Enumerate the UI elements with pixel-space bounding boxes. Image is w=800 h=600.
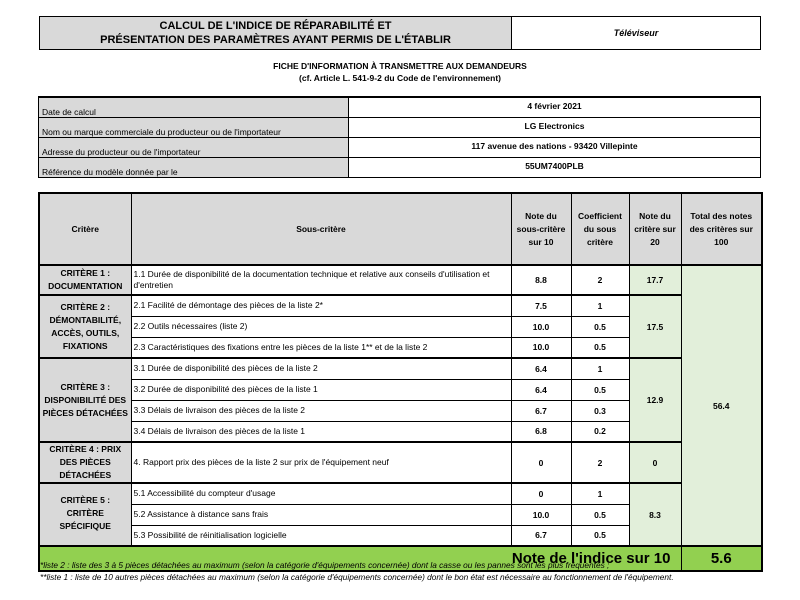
subcriterion-label: 3.4 Délais de livraison des pièces de la liste 1 [131,421,511,442]
subcriterion-coef: 0.5 [571,379,629,400]
table-row [39,358,762,379]
subcriterion-note: 7.5 [511,295,571,316]
header-note-critere: Note du critère sur 20 [629,193,681,265]
subcriterion-label: 1.1 Durée de disponibilité de la documentation technique et relative aux conseils d'utilisation et d'entretien [131,265,511,295]
info-value: 4 février 2021 [349,97,761,117]
subcriterion-note: 0 [511,483,571,504]
criterion-2-note: 17.5 [629,295,681,358]
subcriterion-note: 6.7 [511,400,571,421]
subcriterion-label: 3.3 Délais de livraison des pièces de la liste 2 [131,400,511,421]
table-row [39,483,762,504]
subcriterion-label: 5.2 Assistance à distance sans frais [131,504,511,525]
subcriterion-label: 2.2 Outils nécessaires (liste 2) [131,316,511,337]
table-row [39,265,762,295]
criterion-3-note: 12.9 [629,358,681,442]
subcriterion-coef: 0.5 [571,316,629,337]
info-row [39,117,761,137]
product-type: Téléviseur [512,16,761,50]
header-critere: Critère [39,193,131,265]
subcriterion-note: 6.4 [511,358,571,379]
table-row [39,442,762,483]
title-line-1: CALCUL DE L'INDICE DE RÉPARABILITÉ ET [159,20,392,32]
subcriterion-label: 4. Rapport prix des pièces de la liste 2 sur prix de l'équipement neuf [131,442,511,483]
header-total: Total des notes des critères sur 100 [681,193,762,265]
subcriterion-coef: 0.5 [571,337,629,358]
header-note-sous-critere: Note du sous-critère sur 10 [511,193,571,265]
subcriterion-label: 3.2 Durée de disponibilité des pièces de la liste 1 [131,379,511,400]
subcriterion-coef: 0.5 [571,504,629,525]
subcriterion-note: 10.0 [511,504,571,525]
criterion-3-name: CRITÈRE 3 : DISPONIBILITÉ DES PIÈCES DÉTACHÉES [39,358,131,442]
fiche-line-1: FICHE D'INFORMATION À TRANSMETTRE AUX DEMANDEURS [273,61,527,71]
criterion-5-note: 8.3 [629,483,681,546]
subcriterion-coef: 1 [571,483,629,504]
info-row [39,157,761,177]
header-coefficient: Coefficient du sous critère [571,193,629,265]
info-label: Nom ou marque commerciale du producteur ou de l'importateur [39,117,349,137]
subcriterion-label: 2.3 Caractéristiques des fixations entre les pièces de la liste 1** et de la liste 2 [131,337,511,358]
info-label: Date de calcul [39,97,349,117]
header-sous-critere: Sous-critère [131,193,511,265]
info-table [38,96,761,178]
document-title [39,16,512,50]
subcriterion-label: 3.1 Durée de disponibilité des pièces de la liste 2 [131,358,511,379]
table-header-row [39,193,762,265]
footnote-liste-2: *liste 2 : liste des 3 à 5 pièces détachées au maximum (selon la catégorie d'équipements concernée) dont la casse ou les pannes sont les plus fréquentes ; [40,560,610,570]
subcriterion-note: 10.0 [511,337,571,358]
scoring-table [38,192,763,572]
subcriterion-coef: 0.3 [571,400,629,421]
subcriterion-coef: 0.2 [571,421,629,442]
subcriterion-label: 5.1 Accessibilité du compteur d'usage [131,483,511,504]
subcriterion-coef: 0.5 [571,525,629,546]
info-row [39,137,761,157]
subcriterion-note: 6.4 [511,379,571,400]
subcriterion-coef: 2 [571,442,629,483]
title-line-2: PRÉSENTATION DES PARAMÈTRES AYANT PERMIS DE L'ÉTABLIR [100,34,451,46]
subcriterion-note: 6.8 [511,421,571,442]
criterion-4-note: 0 [629,442,681,483]
table-row [39,295,762,316]
criterion-5-name: CRITÈRE 5 : CRITÈRE SPÉCIFIQUE [39,483,131,546]
criterion-1-note: 17.7 [629,265,681,295]
info-label: Référence du modèle donnée par le [39,157,349,177]
subcriterion-note: 10.0 [511,316,571,337]
total-score: 56.4 [681,265,762,546]
subcriterion-note: 8.8 [511,265,571,295]
subcriterion-coef: 2 [571,265,629,295]
info-label: Adresse du producteur ou de l'importateur [39,137,349,157]
criterion-1-name: CRITÈRE 1 : DOCUMENTATION [39,265,131,295]
subcriterion-label: 2.1 Facilité de démontage des pièces de la liste 2* [131,295,511,316]
info-value: 55UM7400PLB [349,157,761,177]
subcriterion-note: 6.7 [511,525,571,546]
subcriterion-coef: 1 [571,295,629,316]
subcriterion-label: 5.3 Possibilité de réinitialisation logicielle [131,525,511,546]
info-value: LG Electronics [349,117,761,137]
footnote-liste-1: **liste 1 : liste de 10 autres pièces détachées au maximum (selon la catégorie d'équipements concernée) dont le bon état est nécessaire au fonctionnement de l'équipement. [40,572,674,582]
final-score-value: 5.6 [681,546,762,571]
subcriterion-note: 0 [511,442,571,483]
fiche-line-2: (cf. Article L. 541-9-2 du Code de l'environnement) [299,73,501,83]
final-score-label: Note de l'indice sur 10 [39,546,681,571]
info-row [39,97,761,117]
fiche-heading [39,60,761,84]
criterion-2-name: CRITÈRE 2 : DÉMONTABILITÉ, ACCÈS, OUTILS, FIXATIONS [39,295,131,358]
criterion-4-name: CRITÈRE 4 : PRIX DES PIÈCES DÉTACHÉES [39,442,131,483]
info-value: 117 avenue des nations - 93420 Villepinte [349,137,761,157]
subcriterion-coef: 1 [571,358,629,379]
